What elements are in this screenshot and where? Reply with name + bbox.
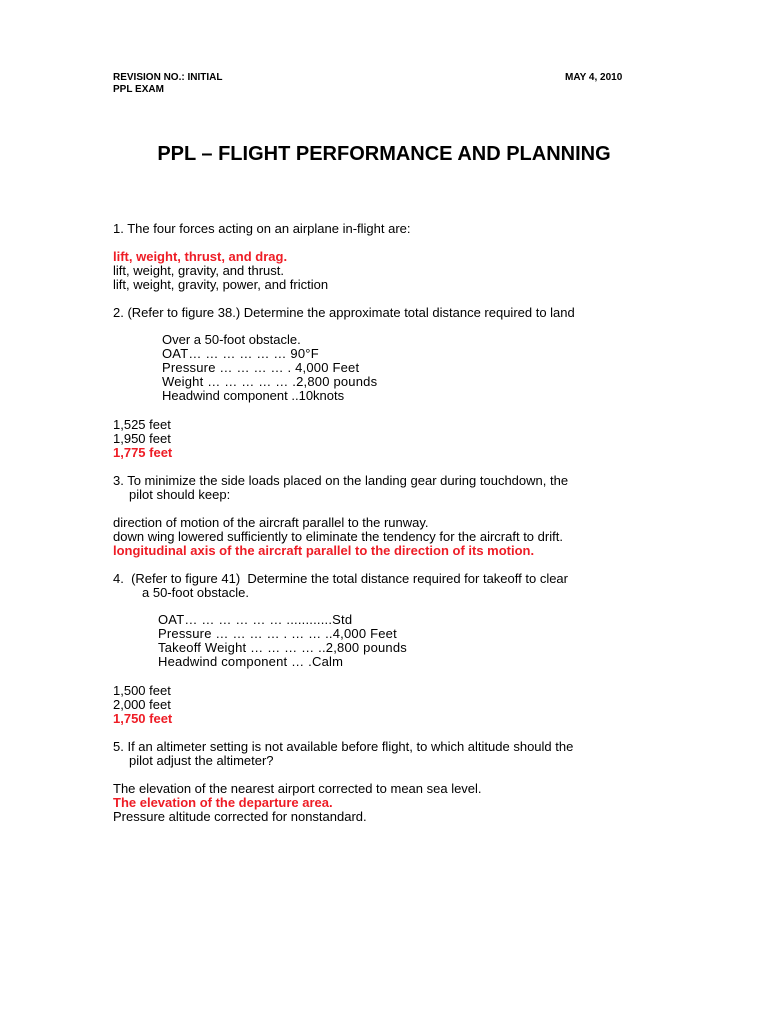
question-5-text-continued: pilot adjust the altimeter?	[129, 753, 274, 768]
question-2-answer-a: 1,525 feet	[113, 417, 171, 432]
question-3-text-continued: pilot should keep:	[129, 487, 231, 502]
revision-number: REVISION NO.: INITIAL	[113, 72, 223, 83]
question-1-answer-b: lift, weight, gravity, and thrust.	[113, 263, 284, 278]
exam-date: MAY 4, 2010	[565, 72, 623, 83]
question-1-text: 1. The four forces acting on an airplane in-flight are:	[113, 221, 411, 236]
question-4-answer-b: 2,000 feet	[113, 697, 171, 712]
question-2-answer-b: 1,950 feet	[113, 431, 171, 446]
question-4-given-line: OAT… … … … … … ............Std	[158, 612, 353, 627]
question-2-given-line: Pressure … … … … . 4,000 Feet	[162, 360, 360, 375]
question-2-given-line: Headwind component ..10knots	[162, 388, 345, 403]
question-5-text: 5. If an altimeter setting is not available before flight, to which altitude should the	[113, 739, 574, 754]
question-2-given-line: Over a 50-foot obstacle.	[162, 332, 301, 347]
question-2-text: 2. (Refer to figure 38.) Determine the approximate total distance required to land	[113, 305, 575, 320]
question-1-answer-a: lift, weight, thrust, and drag.	[113, 249, 288, 264]
question-1-answer-c: lift, weight, gravity, power, and friction	[113, 277, 329, 292]
question-4-answer-c: 1,750 feet	[113, 711, 173, 726]
question-5-answer-c: Pressure altitude corrected for nonstandard.	[113, 809, 367, 824]
question-3-text: 3. To minimize the side loads placed on the landing gear during touchdown, the	[113, 473, 569, 488]
question-4-given-line: Takeoff Weight … … … … ..2,800 pounds	[158, 640, 407, 655]
question-3-answer-c: longitudinal axis of the aircraft parallel to the direction of its motion.	[113, 543, 535, 558]
question-4-given-line: Pressure … … … … . … … ..4,000 Feet	[158, 626, 397, 641]
question-5-answer-b: The elevation of the departure area.	[113, 795, 333, 810]
exam-name: PPL EXAM	[113, 84, 164, 95]
question-3-answer-b: down wing lowered sufficiently to eliminate the tendency for the aircraft to drift.	[113, 529, 563, 544]
question-2-given-line: Weight … … … … … .2,800 pounds	[162, 374, 378, 389]
question-4-given-line: Headwind component … .Calm	[158, 654, 344, 669]
question-5-answer-a: The elevation of the nearest airport corrected to mean sea level.	[113, 781, 482, 796]
question-3-answer-a: direction of motion of the aircraft parallel to the runway.	[113, 515, 429, 530]
question-4-answer-a: 1,500 feet	[113, 683, 171, 698]
question-2-answer-c: 1,775 feet	[113, 445, 173, 460]
question-4-text-continued: a 50-foot obstacle.	[142, 585, 249, 600]
page-title: PPL – FLIGHT PERFORMANCE AND PLANNING	[157, 143, 611, 165]
question-2-given-line: OAT… … … … … … 90°F	[162, 346, 319, 361]
question-4-text: 4. (Refer to figure 41) Determine the total distance required for takeoff to clear	[113, 571, 568, 586]
